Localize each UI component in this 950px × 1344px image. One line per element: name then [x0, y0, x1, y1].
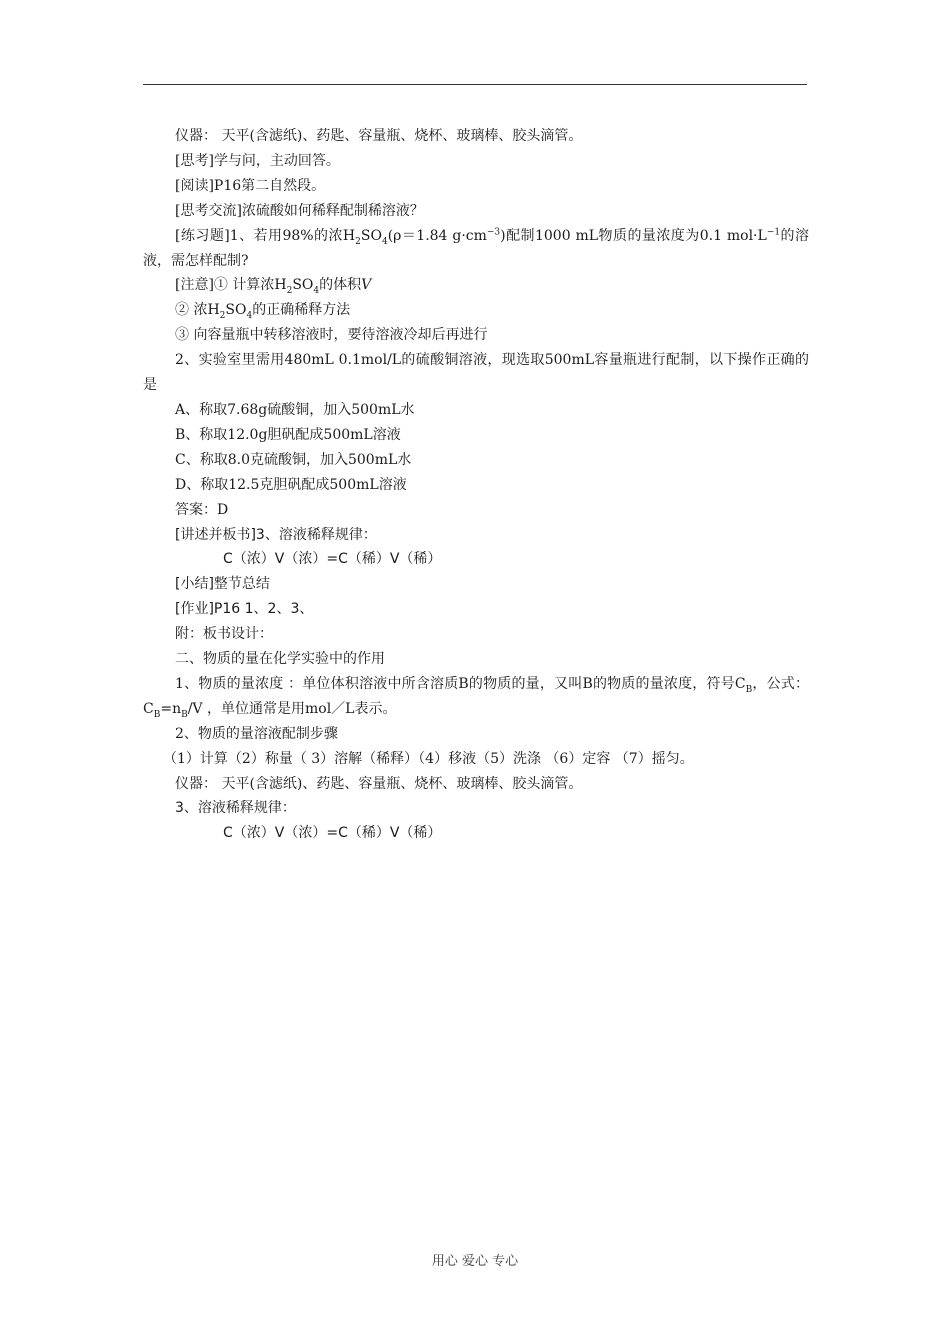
appendix-line: 附：板书设计：	[175, 626, 273, 643]
exercise-2: 2、实验室里需用480mL 0.1mol/L的硫酸铜溶液，现选取500mL容量瓶进行配制，以下操作正确的是	[143, 352, 809, 394]
answer-line: 答案：D	[175, 501, 229, 518]
instruments-line: 仪器： 天平(含滤纸)、药匙、容量瓶、烧杯、玻璃棒、胶头滴管。	[175, 128, 583, 144]
dilution-formula: C（浓）V（浓）=C（稀）V（稀）	[223, 551, 442, 568]
option-d: D、称取12.5克胆矾配成500mL溶液	[175, 476, 407, 493]
dilution-rule-title: 3、溶液稀释规律：	[175, 800, 296, 817]
section-title: 二、物质的量在化学实验中的作用	[175, 651, 385, 668]
steps-title: 2、物质的量溶液配制步骤	[175, 725, 338, 742]
note-line-1: [注意]① 计算浓$H_2SO_4$的体积V	[175, 277, 372, 297]
note-line-3: ③ 向容量瓶中转移溶液时，要待溶液冷却后再进行	[175, 327, 488, 344]
reading-line: [阅读]P16第二自然段。	[175, 177, 326, 194]
instruments-line-2: 仪器： 天平(含滤纸)、药匙、容量瓶、烧杯、玻璃棒、胶头滴管。	[175, 775, 583, 792]
dilution-formula-2: C（浓）V（浓）=C（稀）V（稀）	[223, 825, 442, 842]
think-line: [思考]学与问，主动回答。	[175, 152, 340, 169]
summary-line: [小结]整节总结	[175, 576, 270, 593]
document-body	[143, 124, 809, 846]
steps-list: （1）计算（2）称量（ 3）溶解（稀释）（4）移液（5）洗涤 （6）定容 （7）摇匀。	[163, 750, 694, 767]
note-line-2: ② 浓$H_2SO_4$的正确稀释方法	[175, 302, 351, 322]
discussion-line: [思考交流]浓硫酸如何稀释配制稀溶液？	[175, 202, 424, 219]
header-rule	[143, 84, 807, 85]
option-a: A、称取7.68g硫酸铜，加入500mL水	[175, 401, 415, 418]
option-b: B、称取12.0g胆矾配成500mL溶液	[175, 426, 401, 443]
homework-line: [作业]P16 1、2、3、	[175, 601, 314, 618]
exercise-1: [练习题]1、若用98%的浓$H_2SO_4(\rho=1.84$ $g\cdot cm^{-3}$)配制1000 mL物质的量浓度为0.1 $mol\cdot L^{-1}$的溶液，需怎样配制?	[143, 226, 809, 269]
definition-line: 1、物质的量浓度 ：单位体积溶液中所含溶质B的物质的量，又叫B的物质的量浓度，符号$C_B$，公式：$C_B=n_B/V$ ，单位通常是用mol／L表示。	[143, 675, 809, 720]
option-c: C、称取8.0克硫酸铜，加入500mL水	[175, 451, 412, 468]
lecture-line: [讲述并板书]3、溶液稀释规律：	[175, 526, 377, 543]
page-footer: 用心 爱心 专心	[431, 1254, 519, 1269]
